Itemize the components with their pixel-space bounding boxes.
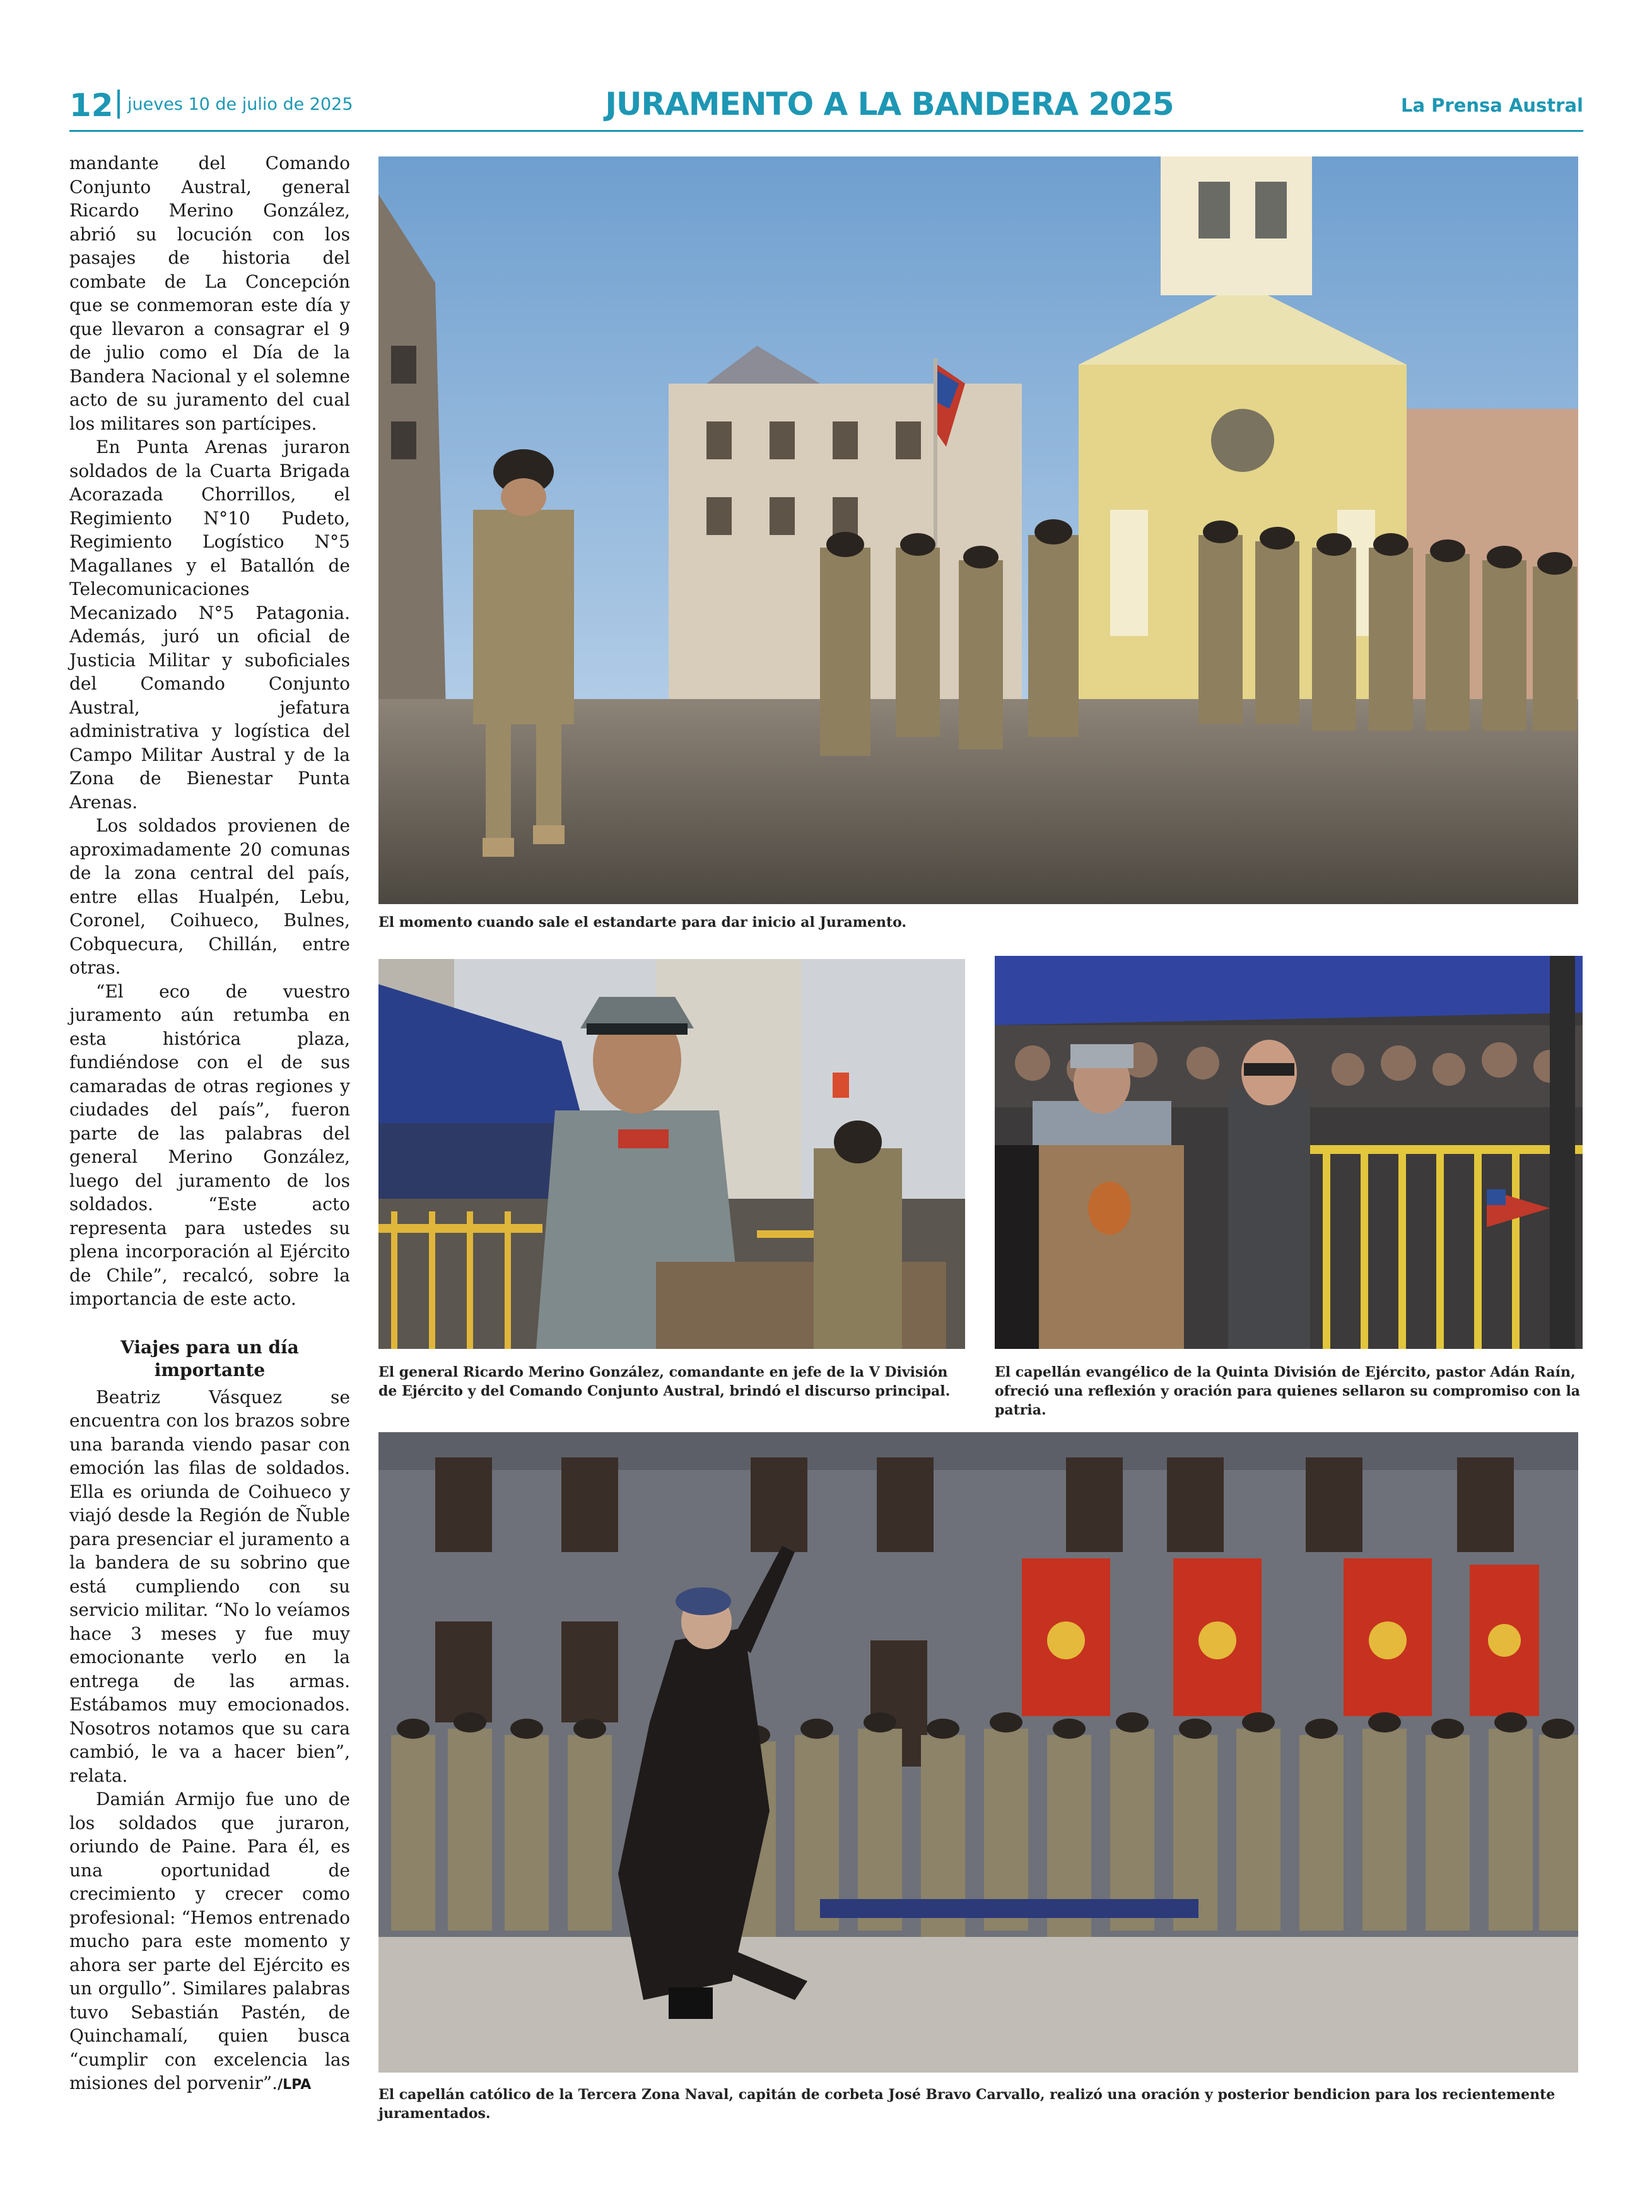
article-paragraph: “El eco de vuestro juramento aún retumba en esta histórica plaza, fundiéndose con el de sus camaradas de otras regiones y ciudades del país”, fueron parte de las palabras del general Merino González, luego del juramento de los soldados. “Este acto representa para ustedes su plena incorporación al Ejército de Chile”, recalcó, sobre la importancia de este acto. — [69, 980, 350, 1309]
issue-date: jueves 10 de julio de 2025 — [127, 95, 353, 114]
page-number: 12 — [69, 87, 114, 124]
article-paragraph: En Punta Arenas juraron soldados de la Cuarta Brigada Acorazada Chorrillos, el Regimiento N°10 Pudeto, Regimiento Logístico N°5 Magallanes y el Batallón de Telecomunicaciones Mecanizado N°5 Patagonia. Además, juró un oficial de Justicia Militar y suboficiales del Comando Conjunto Austral, jefatura administrativa y logística del Campo Militar Austral y de la Zona de Bienestar Punta Arenas. — [69, 437, 350, 813]
article-paragraph: mandante del Comando Conjunto Austral, general Ricardo Merino González, abrió su locución con los pasajes de historia del combate de La Concepción que se conmemoran este día y que llevaron a consagrar el 9 de julio como el Día de la Bandera Nacional y el solemne acto de su juramento del cual los militares son partícipes. — [69, 153, 350, 434]
page-header — [69, 81, 1583, 131]
article-paragraph-text: Damián Armijo fue uno de los soldados que juraron, oriundo de Paine. Para él, es una oportunidad de crecimiento y crecer como profesional: “Hemos entrenado mucho para este momento y ahora ser parte del Ejército es un orgullo”. Similares palabras tuvo Sebastián Pastén, de Quinchamalí, quien busca “cumplir con excelencia las misiones del porvenir”. — [69, 1789, 350, 2093]
header-separator — [117, 90, 120, 119]
article-paragraph — [69, 1787, 350, 2097]
photo-caption-general: El general Ricardo Merino González, comandante en jefe de la V División de Ejército y del Comando Conjunto Austral, brindó el discurso principal. — [378, 1364, 951, 1399]
photo-general-speaking — [378, 959, 965, 1349]
article-paragraph: Los soldados provienen de aproximadamente 20 comunas de la zona central del país, entre ellas Hualpén, Lebu, Coronel, Coihueco, Bulnes, Cobquecura, Chillán, entre otras. — [69, 815, 350, 978]
photo-caption-main: El momento cuando sale el estandarte para dar inicio al Juramento. — [378, 914, 907, 931]
photo-soldiers-marching — [378, 156, 1578, 904]
newspaper-brand: La Prensa Austral — [1401, 95, 1583, 116]
header-rule — [69, 130, 1583, 132]
article-subheading: Viajes para un día importante — [120, 1336, 299, 1380]
photo-caption-pastor: El capellán evangélico de la Quinta División de Ejército, pastor Adán Raín, ofreció una reflexión y oración para quienes sellaron su compromiso con la patria. — [995, 1364, 1581, 1418]
article-signature: /LPA — [278, 2077, 312, 2093]
photo-evangelical-pastor — [995, 956, 1583, 1349]
article-paragraph: Beatriz Vásquez se encuentra con los brazos sobre una baranda viendo pasar con emoción las filas de soldados. Ella es oriunda de Coihueco y viajó desde la Región de Ñuble para presenciar el juramento a la bandera de su sobrino que está cumpliendo con su servicio militar. “No lo veíamos hace 3 meses y fue muy emocionante verlo en la entrega de las armas. Estábamos muy emocionados. Nosotros notamos que su cara cambió, le va a hacer bien”, relata. — [69, 1386, 350, 1786]
article-column — [69, 151, 350, 2097]
photo-catholic-chaplain — [378, 1432, 1578, 2073]
section-title: JURAMENTO A LA BANDERA 2025 — [605, 86, 1174, 122]
photo-caption-chaplain: El capellán católico de la Tercera Zona Naval, capitán de corbeta José Bravo Carvallo, realizó una oración y posterior bendicion para los recientemente juramentados. — [378, 2086, 1555, 2122]
